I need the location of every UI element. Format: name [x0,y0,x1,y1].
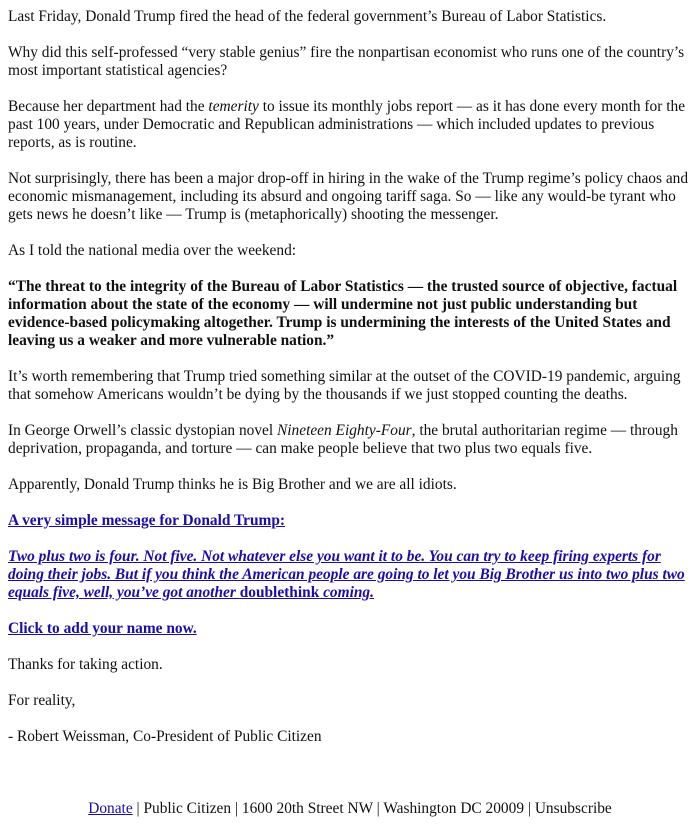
add-name-link[interactable]: Click to add your name now. [8,620,197,637]
paragraph-hiring: Not surprisingly, there has been a major drop-off in hiring in the wake of the Trump regime’s policy chaos and economic mismanagement, including its absurd and ongoing tariff saga. So — like any would-be tyrant who gets news he doesn’t like — Trump is (metaphorically) shooting the messenger. [8,170,689,223]
footer-address: 1600 20th Street NW [241,800,373,817]
unsubscribe-link[interactable]: Unsubscribe [534,800,612,817]
footer-separator: | [372,800,384,817]
paragraph-orwell [8,422,692,458]
footer-separator: | [231,800,242,817]
paragraph-covid: It’s worth remembering that Trump tried something similar at the outset of the COVID-19 pandemic, arguing that somehow Americans wouldn’t be dying by the thousands if we just stopped counting the deaths. [8,368,681,403]
signature: - Robert Weissman, Co-President of Public Citizen [8,728,322,745]
temerity-emphasis: temerity [208,98,259,115]
paragraph-closing: For reality, [8,692,76,709]
paragraph-orwell-end: , the brutal authoritarian regime — through deprivation, propaganda, and torture — can make people believe that two plus two equals five. [8,422,678,457]
doublethink-word: doublethink [239,584,320,601]
simple-message-link[interactable]: A very simple message for Donald Trump: [8,512,286,529]
footer-city: Washington DC 20009 [383,800,525,817]
petition-text-italic: Two plus two is four. Not five. Not whatever else you want it to be. You can try to keep firing experts for doing their jobs. But if you think the American people are going to let you Big Brother us into two plus two equals five, well, you’ve got another [8,548,685,601]
paragraph-temerity [8,98,692,152]
paragraph-temerity-end: to issue its monthly jobs report — as it has done every month for the past 100 years, under Democratic and Republican administrations — which included updates to previous reports, as is routine. [8,98,686,151]
paragraph-link-petition [8,548,692,602]
footer-separator: | [132,800,144,817]
quote-block: “The threat to the integrity of the Bureau of Labor Statistics — the trusted source of objective, factual information about the state of the economy — will undermine not just public understanding but evidence-based policymaking altogether. Trump is undermining the interests of the United States and leaving us a weaker and more vulnerable nation.” [8,278,678,349]
paragraph-intro: Last Friday, Donald Trump fired the head of the federal government’s Bureau of Labor Statistics. [8,8,607,25]
paragraph-question: Why did this self-professed “very stable genius” fire the nonpartisan economist who runs one of the country’s most important statistical agencies? [8,44,685,79]
paragraph-cta [8,620,692,638]
paragraph-big-brother: Apparently, Donald Trump thinks he is Big Brother and we are all idiots. [8,476,457,493]
footer-separator: | [524,800,535,817]
petition-text-link[interactable] [8,548,685,601]
book-title: Nineteen Eighty-Four [277,422,412,439]
email-body [8,8,692,764]
footer-org: Public Citizen [143,800,232,817]
petition-text-end: coming. [319,584,374,601]
paragraph-link-message [8,512,692,530]
paragraph-media: As I told the national media over the weekend: [8,242,297,259]
paragraph-temerity-start: Because her department had the [8,98,209,115]
donate-link[interactable]: Donate [88,800,133,817]
paragraph-orwell-start: In George Orwell’s classic dystopian novel [8,422,277,439]
paragraph-thanks: Thanks for taking action. [8,656,163,673]
footer [0,800,700,818]
